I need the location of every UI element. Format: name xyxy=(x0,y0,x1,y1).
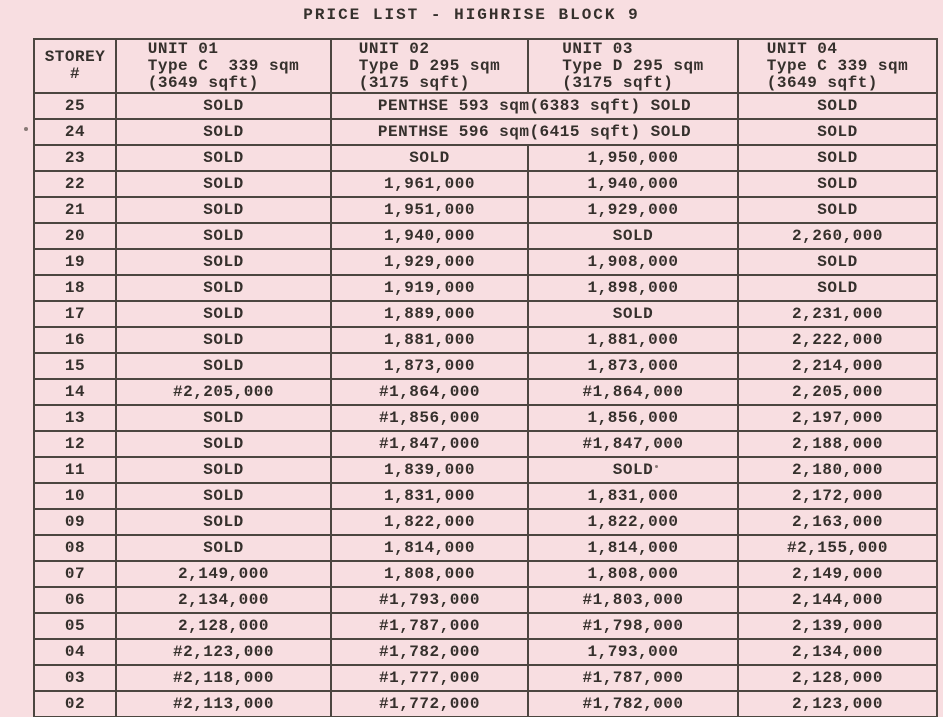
unit-03-cell: 1,814,000 xyxy=(528,535,738,561)
unit-04-cell: 2,188,000 xyxy=(738,431,937,457)
row-storey-15 xyxy=(34,353,937,379)
header-line: (3175 sqft) xyxy=(358,73,470,92)
header-line: UNIT 04 xyxy=(766,39,838,58)
unit-01-cell: SOLD xyxy=(116,327,331,353)
row-storey-07 xyxy=(34,561,937,587)
unit-02-cell: #1,793,000 xyxy=(331,587,528,613)
unit-03-cell: 1,929,000 xyxy=(528,197,738,223)
header-line: STOREY xyxy=(44,48,106,66)
row-storey-10 xyxy=(34,483,937,509)
unit-02-cell: 1,951,000 xyxy=(331,197,528,223)
storey-cell: 21 xyxy=(34,197,116,223)
unit-04-cell: SOLD xyxy=(738,197,937,223)
header-line: (3649 sqft) xyxy=(766,73,878,92)
storey-cell: 23 xyxy=(34,145,116,171)
unit-01-cell: #2,113,000 xyxy=(116,691,331,717)
storey-cell: 13 xyxy=(34,405,116,431)
unit-03-cell: #1,798,000 xyxy=(528,613,738,639)
unit-04-cell: 2,134,000 xyxy=(738,639,937,665)
column-header-unit-03 xyxy=(528,39,738,93)
unit-01-cell: SOLD xyxy=(116,353,331,379)
unit-04-cell: 2,197,000 xyxy=(738,405,937,431)
unit-01-cell: 2,149,000 xyxy=(116,561,331,587)
row-storey-03 xyxy=(34,665,937,691)
unit-01-cell: SOLD xyxy=(116,483,331,509)
unit-03-cell: SOLD xyxy=(528,223,738,249)
column-header-lines xyxy=(562,41,703,92)
unit-03-cell: #1,864,000 xyxy=(528,379,738,405)
unit-04-cell: 2,149,000 xyxy=(738,561,937,587)
row-storey-12 xyxy=(34,431,937,457)
column-header-unit-04 xyxy=(738,39,937,93)
unit-02-cell: 1,822,000 xyxy=(331,509,528,535)
unit-03-cell: 1,873,000 xyxy=(528,353,738,379)
header-line: UNIT 02 xyxy=(358,39,430,58)
unit-04-cell: SOLD xyxy=(738,145,937,171)
storey-cell: 03 xyxy=(34,665,116,691)
header-line: (3175 sqft) xyxy=(562,73,674,92)
unit-04-cell: SOLD xyxy=(738,93,937,119)
unit-04-cell: SOLD xyxy=(738,275,937,301)
row-storey-14 xyxy=(34,379,937,405)
storey-cell: 09 xyxy=(34,509,116,535)
row-storey-21 xyxy=(34,197,937,223)
unit-02-cell: 1,961,000 xyxy=(331,171,528,197)
header-line: UNIT 03 xyxy=(562,39,633,58)
storey-cell: 08 xyxy=(34,535,116,561)
storey-cell: 05 xyxy=(34,613,116,639)
storey-cell: 16 xyxy=(34,327,116,353)
storey-cell: 06 xyxy=(34,587,116,613)
scan-artifact-dot xyxy=(24,127,28,131)
unit-02-cell: 1,873,000 xyxy=(331,353,528,379)
header-row xyxy=(34,39,937,93)
unit-04-cell: 2,214,000 xyxy=(738,353,937,379)
unit-03-cell: SOLD xyxy=(528,301,738,327)
row-storey-06 xyxy=(34,587,937,613)
row-storey-20 xyxy=(34,223,937,249)
page-title: PRICE LIST - HIGHRISE BLOCK 9 xyxy=(303,6,640,24)
row-storey-02 xyxy=(34,691,937,717)
unit-02-cell: #1,787,000 xyxy=(331,613,528,639)
unit-01-cell: SOLD xyxy=(116,223,331,249)
column-header-unit-02 xyxy=(331,39,528,93)
storey-cell: 02 xyxy=(34,691,116,717)
row-storey-19 xyxy=(34,249,937,275)
unit-02-cell: 1,940,000 xyxy=(331,223,528,249)
unit-01-cell: 2,134,000 xyxy=(116,587,331,613)
unit-03-cell: #1,782,000 xyxy=(528,691,738,717)
unit-02-cell: 1,839,000 xyxy=(331,457,528,483)
column-header-lines xyxy=(148,41,300,92)
unit-04-cell: 2,205,000 xyxy=(738,379,937,405)
unit-04-cell: #2,155,000 xyxy=(738,535,937,561)
header-line: (3649 sqft) xyxy=(147,73,259,92)
unit-02-cell: #1,777,000 xyxy=(331,665,528,691)
row-storey-08 xyxy=(34,535,937,561)
penthouse-cell-units-02-03: PENTHSE 593 sqm(6383 sqft) SOLD xyxy=(331,93,738,119)
unit-04-cell: 2,128,000 xyxy=(738,665,937,691)
penthouse-cell-units-02-03: PENTHSE 596 sqm(6415 sqft) SOLD xyxy=(331,119,738,145)
row-storey-16 xyxy=(34,327,937,353)
unit-01-cell: SOLD xyxy=(116,509,331,535)
unit-04-cell: 2,123,000 xyxy=(738,691,937,717)
unit-02-cell: 1,814,000 xyxy=(331,535,528,561)
header-line: # xyxy=(69,65,81,83)
unit-04-cell: 2,163,000 xyxy=(738,509,937,535)
unit-03-cell: 1,856,000 xyxy=(528,405,738,431)
unit-03-cell: 1,950,000 xyxy=(528,145,738,171)
unit-04-cell: SOLD xyxy=(738,119,937,145)
header-line: Type C 339 sqm xyxy=(766,56,909,75)
row-storey-09 xyxy=(34,509,937,535)
unit-01-cell: SOLD xyxy=(116,301,331,327)
storey-cell: 11 xyxy=(34,457,116,483)
unit-03-cell: SOLD xyxy=(528,457,738,483)
unit-04-cell: 2,139,000 xyxy=(738,613,937,639)
storey-cell: 22 xyxy=(34,171,116,197)
row-storey-25 xyxy=(34,93,937,119)
unit-02-cell: 1,889,000 xyxy=(331,301,528,327)
unit-02-cell: #1,864,000 xyxy=(331,379,528,405)
storey-cell: 17 xyxy=(34,301,116,327)
unit-01-cell: SOLD xyxy=(116,457,331,483)
column-header-storey xyxy=(34,39,116,93)
unit-02-cell: 1,808,000 xyxy=(331,561,528,587)
column-header-lines xyxy=(45,49,106,83)
row-storey-17 xyxy=(34,301,937,327)
header-line: Type C 339 sqm xyxy=(147,56,300,75)
storey-cell: 07 xyxy=(34,561,116,587)
header-line: UNIT 01 xyxy=(147,39,219,58)
unit-01-cell: SOLD xyxy=(116,171,331,197)
unit-03-cell: #1,803,000 xyxy=(528,587,738,613)
unit-01-cell: SOLD xyxy=(116,197,331,223)
row-storey-11 xyxy=(34,457,937,483)
storey-cell: 15 xyxy=(34,353,116,379)
unit-01-cell: SOLD xyxy=(116,405,331,431)
unit-04-cell: 2,222,000 xyxy=(738,327,937,353)
row-storey-22 xyxy=(34,171,937,197)
unit-01-cell: SOLD xyxy=(116,275,331,301)
unit-03-cell: 1,881,000 xyxy=(528,327,738,353)
unit-01-cell: SOLD xyxy=(116,431,331,457)
unit-02-cell: #1,782,000 xyxy=(331,639,528,665)
unit-03-cell: 1,793,000 xyxy=(528,639,738,665)
column-header-lines xyxy=(767,41,908,92)
unit-03-cell: 1,831,000 xyxy=(528,483,738,509)
unit-04-cell: 2,180,000 xyxy=(738,457,937,483)
header-line: Type D 295 sqm xyxy=(358,56,501,75)
storey-cell: 19 xyxy=(34,249,116,275)
unit-03-cell: 1,822,000 xyxy=(528,509,738,535)
row-storey-24 xyxy=(34,119,937,145)
row-storey-13 xyxy=(34,405,937,431)
unit-04-cell: 2,144,000 xyxy=(738,587,937,613)
unit-04-cell: 2,231,000 xyxy=(738,301,937,327)
unit-01-cell: 2,128,000 xyxy=(116,613,331,639)
unit-01-cell: SOLD xyxy=(116,145,331,171)
unit-03-cell: 1,940,000 xyxy=(528,171,738,197)
unit-02-cell: 1,919,000 xyxy=(331,275,528,301)
storey-cell: 25 xyxy=(34,93,116,119)
row-storey-04 xyxy=(34,639,937,665)
price-list-table xyxy=(33,38,938,717)
unit-02-cell: 1,881,000 xyxy=(331,327,528,353)
storey-cell: 12 xyxy=(34,431,116,457)
row-storey-18 xyxy=(34,275,937,301)
unit-03-cell: #1,847,000 xyxy=(528,431,738,457)
unit-01-cell: #2,205,000 xyxy=(116,379,331,405)
unit-03-cell: 1,808,000 xyxy=(528,561,738,587)
unit-04-cell: SOLD xyxy=(738,249,937,275)
unit-01-cell: SOLD xyxy=(116,249,331,275)
unit-01-cell: SOLD xyxy=(116,535,331,561)
unit-02-cell: 1,929,000 xyxy=(331,249,528,275)
unit-02-cell: 1,831,000 xyxy=(331,483,528,509)
scan-artifact-dot xyxy=(655,465,658,468)
storey-cell: 10 xyxy=(34,483,116,509)
unit-02-cell: SOLD xyxy=(331,145,528,171)
unit-03-cell: #1,787,000 xyxy=(528,665,738,691)
unit-01-cell: SOLD xyxy=(116,93,331,119)
unit-04-cell: 2,260,000 xyxy=(738,223,937,249)
unit-04-cell: SOLD xyxy=(738,171,937,197)
row-storey-05 xyxy=(34,613,937,639)
column-header-lines xyxy=(359,41,500,92)
storey-cell: 04 xyxy=(34,639,116,665)
column-header-unit-01 xyxy=(116,39,331,93)
storey-cell: 14 xyxy=(34,379,116,405)
unit-04-cell: 2,172,000 xyxy=(738,483,937,509)
unit-02-cell: #1,847,000 xyxy=(331,431,528,457)
unit-01-cell: #2,118,000 xyxy=(116,665,331,691)
unit-01-cell: SOLD xyxy=(116,119,331,145)
table-header xyxy=(34,39,937,93)
unit-03-cell: 1,898,000 xyxy=(528,275,738,301)
storey-cell: 20 xyxy=(34,223,116,249)
storey-cell: 18 xyxy=(34,275,116,301)
unit-03-cell: 1,908,000 xyxy=(528,249,738,275)
unit-02-cell: #1,856,000 xyxy=(331,405,528,431)
unit-01-cell: #2,123,000 xyxy=(116,639,331,665)
header-line: Type D 295 sqm xyxy=(562,56,704,75)
storey-cell: 24 xyxy=(34,119,116,145)
unit-02-cell: #1,772,000 xyxy=(331,691,528,717)
table-body xyxy=(34,93,937,717)
row-storey-23 xyxy=(34,145,937,171)
